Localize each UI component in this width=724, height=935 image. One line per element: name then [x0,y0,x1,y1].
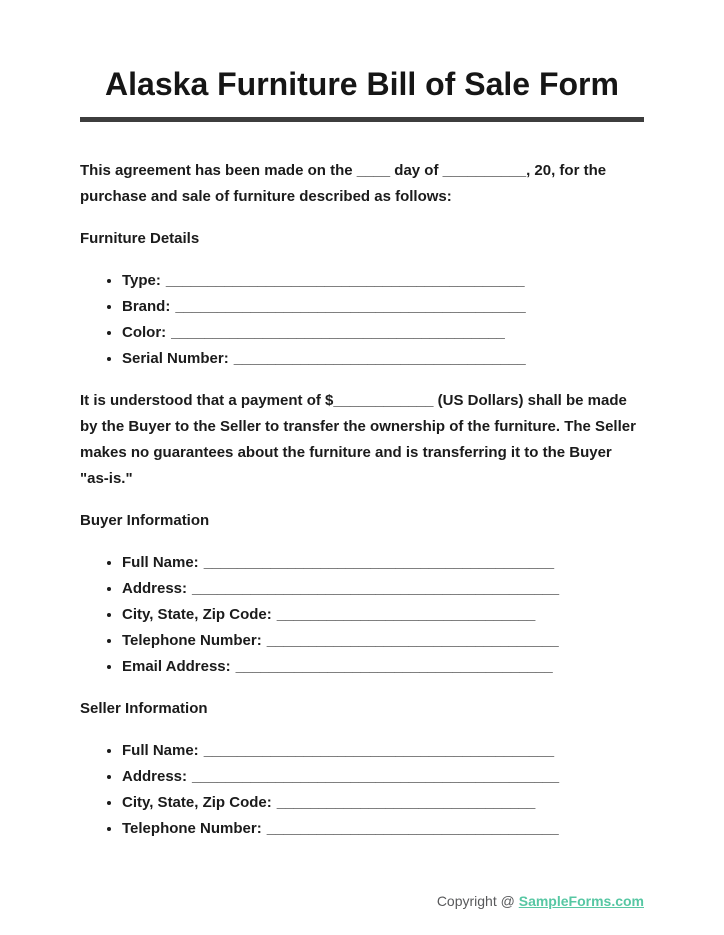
field-row-type [122,268,644,294]
blank-line: ___________________________________ [266,820,559,837]
field-label: Telephone Number: [122,820,262,837]
section-heading-seller-information: Seller Information [80,700,208,717]
blank-line: _______________________________ [276,606,536,623]
field-label: City, State, Zip Code: [122,794,272,811]
title-divider [80,117,644,122]
field-label: Full Name: [122,554,199,571]
field-label: Color: [122,324,167,341]
blank-line: __________________________________________ [175,298,526,315]
intro-text-2: day of [390,162,443,179]
seller-field-list [80,738,644,842]
field-row-serial-number [122,346,644,372]
field-label: City, State, Zip Code: [122,606,272,623]
furniture-field-list [80,268,644,372]
field-row-buyer-address [122,576,644,602]
field-row-buyer-city-state-zip [122,602,644,628]
field-label: Serial Number: [122,350,229,367]
form-title: Alaska Furniture Bill of Sale Form [105,66,619,102]
copyright-text: Copyright @ [436,893,519,909]
field-row-brand [122,294,644,320]
blank-line-day: ____ [356,162,391,179]
field-label: Telephone Number: [122,632,262,649]
field-label: Type: [122,272,161,289]
field-row-seller-address [122,764,644,790]
blank-line: ___________________________________________ [165,272,525,289]
field-row-color [122,320,644,346]
blank-line: ___________________________________ [233,350,526,367]
blank-line: _______________________________ [276,794,536,811]
blank-line-amount: ____________ [333,392,434,409]
field-label: Address: [122,580,188,597]
blank-line-month: __________ [442,162,527,179]
blank-line: __________________________________________ [203,554,555,571]
section-heading-furniture-details: Furniture Details [80,230,200,247]
blank-line: ______________________________________ [235,658,553,675]
field-row-buyer-full-name [122,550,644,576]
field-row-buyer-email [122,654,644,680]
field-row-seller-full-name [122,738,644,764]
field-row-seller-telephone [122,816,644,842]
payment-text-1: It is understood that a payment of $ [80,392,334,409]
payment-text-2: (US Dollars) shall be made by the Buyer to the Seller to transfer the ownership of the furniture. The Seller makes no guarantees about the furniture and is transferring it to the Buyer "as-is." [80,392,636,487]
field-row-seller-city-state-zip [122,790,644,816]
field-label: Full Name: [122,742,199,759]
blank-line: ________________________________________ [171,324,505,341]
section-heading-buyer-information: Buyer Information [80,512,210,529]
blank-line: ___________________________________ [266,632,559,649]
footer [437,891,644,911]
intro-paragraph [80,158,644,210]
intro-text-3: , 20, for the purchase and sale of furniture described as follows: [80,162,607,205]
blank-line: ____________________________________________ [192,580,560,597]
field-row-buyer-telephone [122,628,644,654]
blank-line: ____________________________________________ [192,768,560,785]
payment-paragraph [80,388,644,492]
blank-line: __________________________________________ [203,742,555,759]
field-label: Brand: [122,298,171,315]
intro-text-1: This agreement has been made on the [80,162,357,179]
sampleforms-link[interactable]: SampleForms.com [518,893,644,909]
field-label: Address: [122,768,188,785]
field-label: Email Address: [122,658,231,675]
buyer-field-list [80,550,644,680]
